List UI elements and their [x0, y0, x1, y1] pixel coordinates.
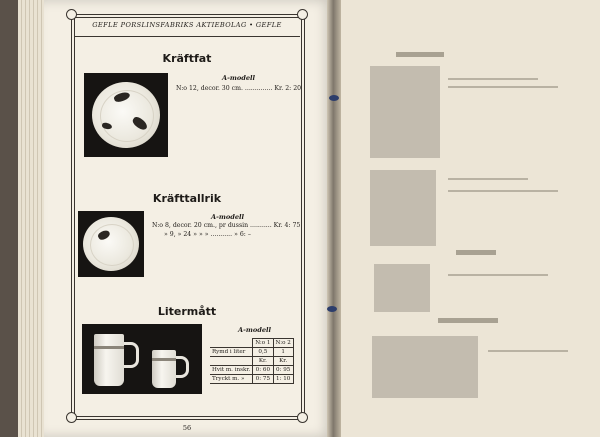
- table-row: [210, 339, 293, 348]
- table-cell: 1: 10: [273, 375, 293, 384]
- litermatt-photo: [82, 324, 202, 394]
- table-cell: 0: 75: [253, 375, 273, 384]
- model-label: A-modell: [238, 326, 272, 334]
- faded-text: [448, 78, 538, 80]
- price-line: » 9, » 24 » » » ........... » 6: –: [164, 231, 251, 238]
- faded-heading: [456, 250, 496, 255]
- faded-figurine-image: [370, 66, 440, 158]
- table-cell: Tryckt m. »: [210, 375, 253, 384]
- kraftfat-photo: [84, 73, 168, 157]
- plate-rim: [90, 224, 134, 266]
- page-number: 56: [182, 424, 192, 432]
- page-header: [71, 21, 303, 29]
- krafttallrik-photo: [78, 211, 144, 277]
- table-cell: 0: 95: [273, 366, 293, 375]
- price-line: N:o 12, decor. 30 cm. .............. Kr. 2: 20: [176, 85, 302, 92]
- table-cell: Hvit m. inskr.: [210, 366, 253, 375]
- corner-ornament: [297, 9, 308, 20]
- faded-text: [448, 274, 548, 276]
- faded-text: [488, 350, 568, 352]
- model-label: A-modell: [211, 213, 245, 221]
- faded-figurine-image: [370, 170, 436, 246]
- table-row: [210, 366, 293, 375]
- jug-handle: [176, 356, 189, 378]
- table-cell: N:o 1: [253, 339, 273, 348]
- corner-ornament: [297, 412, 308, 423]
- table-cell: 1: [273, 348, 293, 357]
- table-cell: [210, 357, 253, 366]
- right-page: [338, 0, 600, 437]
- faded-text: [448, 190, 558, 192]
- faded-text: [448, 178, 528, 180]
- faded-text: [448, 86, 558, 88]
- price-line: N:o 8, decor. 20 cm., pr dussin ........... Kr. 4: 75: [152, 222, 301, 229]
- corner-ornament: [66, 9, 77, 20]
- table-cell: N:o 2: [273, 339, 293, 348]
- large-measuring-jug: [94, 334, 124, 386]
- faded-heading: [396, 52, 444, 57]
- corner-ornament: [66, 412, 77, 423]
- header-rule: [74, 36, 300, 37]
- binding-pin: [327, 306, 337, 312]
- table-cell: 0: 60: [253, 366, 273, 375]
- faded-bowl-image: [374, 264, 430, 312]
- jug-handle: [124, 342, 139, 368]
- faded-heading: [438, 318, 498, 323]
- section-title-kraftfat: Kräftfat: [162, 52, 212, 65]
- book-gutter: [327, 0, 341, 437]
- faded-dish-image: [372, 336, 478, 398]
- small-measuring-jug: [152, 350, 176, 388]
- table-cell: Rymd i liter: [210, 348, 253, 357]
- table-cell: Kr.: [253, 357, 273, 366]
- table-row: [210, 375, 293, 384]
- litermatt-price-table: [210, 338, 294, 384]
- table-cell: Kr.: [273, 357, 293, 366]
- section-title-krafttallrik: Kräfttallrik: [152, 192, 222, 205]
- header-text: GEFLE PORSLINSFABRIKS AKTIEBOLAG • GEFLE: [92, 21, 282, 29]
- jug-band: [94, 346, 124, 349]
- section-title-litermatt: Litermått: [157, 305, 217, 318]
- binding-pin: [329, 95, 339, 101]
- jug-band: [152, 358, 176, 361]
- model-label: A-modell: [222, 74, 256, 82]
- table-cell: 0,5: [253, 348, 273, 357]
- table-row: [210, 348, 293, 357]
- table-row: [210, 357, 293, 366]
- table-cell: [210, 339, 253, 348]
